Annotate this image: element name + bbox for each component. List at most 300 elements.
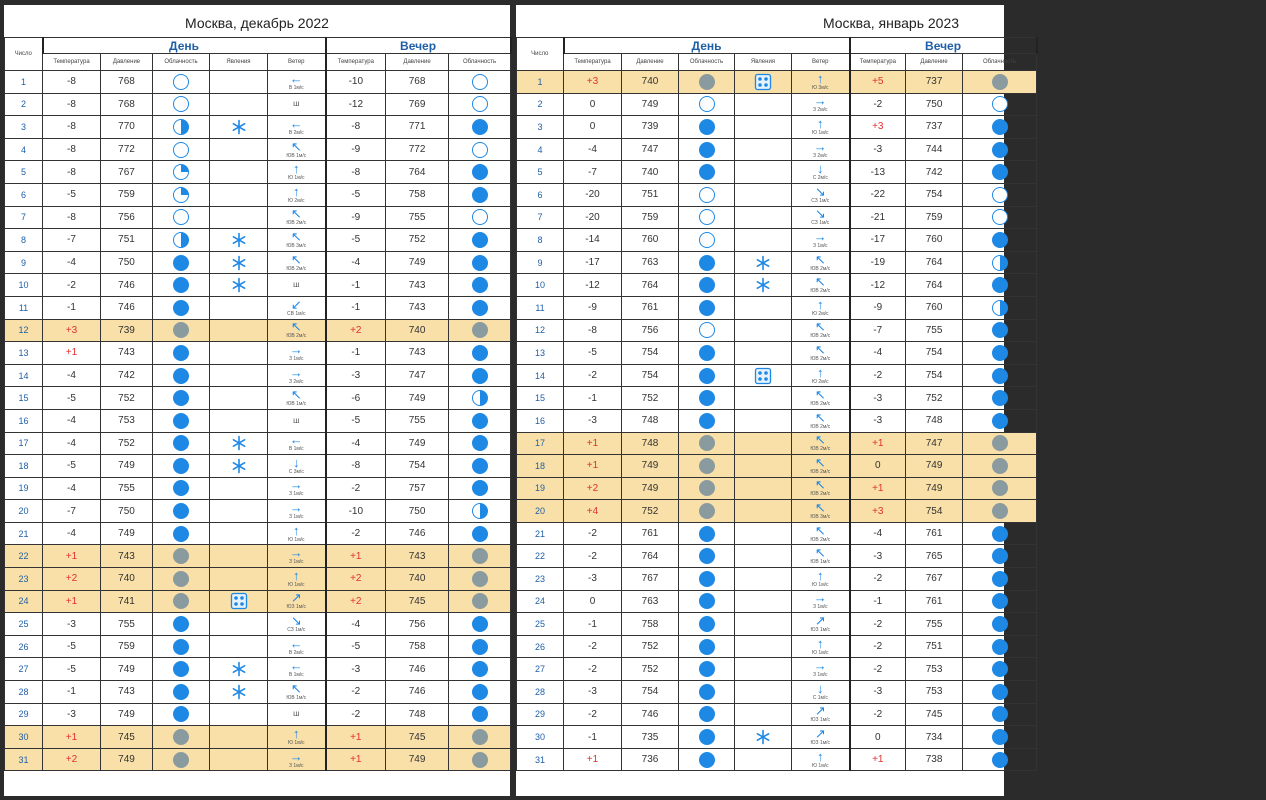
wind-indicator bbox=[813, 163, 828, 181]
evening-clouds bbox=[449, 477, 511, 500]
wind-indicator bbox=[813, 228, 828, 249]
table-row bbox=[5, 681, 511, 704]
day-pressure: 754 bbox=[622, 681, 679, 704]
day-pressure: 750 bbox=[101, 500, 153, 523]
wind-arrow-icon: ← bbox=[289, 115, 303, 131]
header-evening-clouds: Облачность bbox=[449, 54, 511, 71]
wind-label: ЮВ 1м/с bbox=[810, 559, 831, 566]
wind-label: С 1м/с bbox=[812, 694, 828, 701]
day-temperature: -8 bbox=[43, 116, 101, 139]
wind-arrow-icon: → bbox=[813, 228, 827, 244]
cloud-overcast-icon bbox=[699, 706, 715, 722]
day-phenomena bbox=[210, 703, 268, 726]
day-pressure: 752 bbox=[622, 387, 679, 410]
day-number: 11 bbox=[5, 296, 43, 319]
day-wind bbox=[792, 635, 850, 658]
evening-clouds bbox=[963, 251, 1037, 274]
wind-arrow-icon: ↑ bbox=[293, 522, 300, 538]
evening-clouds bbox=[449, 364, 511, 387]
day-clouds bbox=[679, 681, 735, 704]
day-number: 25 bbox=[5, 613, 43, 636]
wind-label: В 1м/с bbox=[288, 672, 304, 679]
evening-temperature: +1 bbox=[326, 545, 386, 568]
wind-indicator bbox=[810, 615, 830, 633]
evening-pressure: 746 bbox=[386, 522, 449, 545]
evening-clouds bbox=[963, 545, 1037, 568]
header-evening-temp: Температура bbox=[850, 54, 906, 71]
day-number: 12 bbox=[5, 319, 43, 342]
evening-pressure: 748 bbox=[906, 409, 963, 432]
evening-pressure: 737 bbox=[906, 71, 963, 94]
evening-temperature: -4 bbox=[850, 522, 906, 545]
wind-arrow-icon: ↑ bbox=[817, 635, 824, 651]
table-row bbox=[5, 432, 511, 455]
day-number: 30 bbox=[5, 726, 43, 749]
day-phenomena bbox=[735, 500, 792, 523]
wind-indicator bbox=[287, 296, 306, 317]
wind-label: ЮВ 1м/с bbox=[286, 152, 307, 159]
cloud-clear-icon bbox=[472, 142, 488, 158]
day-number: 11 bbox=[517, 296, 564, 319]
wind-label: В 2м/с bbox=[288, 129, 304, 136]
evening-pressure: 745 bbox=[386, 590, 449, 613]
wind-arrow-icon: ↑ bbox=[817, 748, 824, 764]
day-temperature: -4 bbox=[43, 522, 101, 545]
wind-indicator bbox=[288, 163, 305, 181]
evening-temperature: -17 bbox=[850, 229, 906, 252]
day-pressure: 752 bbox=[101, 432, 153, 455]
day-wind bbox=[268, 613, 326, 636]
day-number: 3 bbox=[5, 116, 43, 139]
day-phenomena bbox=[210, 364, 268, 387]
cloud-overcast-icon bbox=[992, 639, 1008, 655]
day-temperature: -14 bbox=[564, 229, 622, 252]
ice-pellets-icon bbox=[230, 592, 248, 610]
day-clouds bbox=[679, 387, 735, 410]
day-clouds bbox=[153, 138, 210, 161]
day-clouds bbox=[679, 364, 735, 387]
day-wind bbox=[268, 432, 326, 455]
header-evening-pressure: Давление bbox=[906, 54, 963, 71]
cloud-overcast-icon bbox=[173, 435, 189, 451]
cloud-overcast-icon bbox=[699, 255, 715, 271]
cloud-gray-icon bbox=[173, 729, 189, 745]
wind-arrow-icon: ↖ bbox=[290, 680, 302, 696]
day-pressure: 735 bbox=[622, 726, 679, 749]
wind-indicator bbox=[811, 296, 829, 317]
cloud-overcast-icon bbox=[699, 345, 715, 361]
cloud-overcast-icon bbox=[472, 277, 488, 293]
wind-calm bbox=[293, 99, 299, 109]
cloud-overcast-icon bbox=[472, 255, 488, 271]
header-day-pressure: Давление bbox=[622, 54, 679, 71]
day-pressure: 752 bbox=[622, 635, 679, 658]
evening-clouds bbox=[963, 364, 1037, 387]
cloud-clear-icon bbox=[699, 96, 715, 112]
cloud-overcast-icon bbox=[173, 616, 189, 632]
day-clouds bbox=[153, 183, 210, 206]
cloud-gray-icon bbox=[472, 571, 488, 587]
evening-clouds bbox=[449, 635, 511, 658]
evening-temperature: -1 bbox=[326, 296, 386, 319]
day-phenomena bbox=[210, 613, 268, 636]
day-wind bbox=[268, 71, 326, 94]
day-temperature: +1 bbox=[43, 342, 101, 365]
evening-temperature: -5 bbox=[326, 183, 386, 206]
wind-label: ЮЗ 1м/с bbox=[286, 604, 307, 611]
day-wind bbox=[792, 748, 850, 771]
day-pressure: 740 bbox=[622, 161, 679, 184]
day-phenomena bbox=[210, 296, 268, 319]
cloud-overcast-icon bbox=[699, 526, 715, 542]
table-row bbox=[5, 409, 511, 432]
cloud-overcast-icon bbox=[173, 639, 189, 655]
snow-icon bbox=[231, 435, 247, 451]
evening-temperature: -6 bbox=[326, 387, 386, 410]
wind-indicator bbox=[810, 705, 830, 723]
day-temperature: -4 bbox=[43, 477, 101, 500]
day-clouds bbox=[679, 183, 735, 206]
wind-arrow-icon: ↖ bbox=[814, 432, 826, 448]
day-clouds bbox=[153, 658, 210, 681]
day-pressure: 767 bbox=[101, 161, 153, 184]
day-number: 19 bbox=[517, 477, 564, 500]
day-pressure: 749 bbox=[101, 522, 153, 545]
evening-temperature: +1 bbox=[850, 477, 906, 500]
cloud-overcast-icon bbox=[992, 232, 1008, 248]
day-temperature: -5 bbox=[43, 658, 101, 681]
evening-clouds bbox=[963, 409, 1037, 432]
cloud-overcast-icon bbox=[699, 616, 715, 632]
wind-label: Ю 1м/с bbox=[287, 581, 305, 588]
day-number: 10 bbox=[517, 274, 564, 297]
day-wind bbox=[268, 138, 326, 161]
day-phenomena bbox=[735, 319, 792, 342]
day-wind bbox=[268, 748, 326, 771]
table-row bbox=[5, 748, 511, 771]
day-wind bbox=[792, 545, 850, 568]
evening-pressure: 768 bbox=[386, 71, 449, 94]
day-number: 8 bbox=[517, 229, 564, 252]
cloud-clear-icon bbox=[699, 209, 715, 225]
day-pressure: 761 bbox=[622, 522, 679, 545]
day-number: 22 bbox=[517, 545, 564, 568]
evening-temperature: +5 bbox=[850, 71, 906, 94]
day-wind bbox=[268, 296, 326, 319]
day-pressure: 756 bbox=[622, 319, 679, 342]
snow-icon bbox=[231, 255, 247, 271]
day-clouds bbox=[679, 93, 735, 116]
wind-indicator bbox=[289, 434, 304, 452]
day-wind bbox=[268, 93, 326, 116]
day-clouds bbox=[153, 206, 210, 229]
cloud-overcast-icon bbox=[699, 752, 715, 768]
day-wind bbox=[268, 183, 326, 206]
wind-label: Ю 1м/с bbox=[811, 649, 829, 656]
day-pressure: 743 bbox=[101, 545, 153, 568]
evening-clouds bbox=[963, 71, 1037, 94]
wind-arrow-icon: ↖ bbox=[290, 319, 302, 335]
evening-pressure: 753 bbox=[906, 658, 963, 681]
day-wind bbox=[792, 590, 850, 613]
day-clouds bbox=[153, 432, 210, 455]
day-wind bbox=[792, 477, 850, 500]
evening-clouds bbox=[449, 568, 511, 591]
wind-label: ЮВ 2м/с bbox=[810, 423, 831, 430]
cloud-overcast-icon bbox=[699, 661, 715, 677]
snow-icon bbox=[755, 277, 771, 293]
day-number: 31 bbox=[5, 748, 43, 771]
evening-temperature: -12 bbox=[326, 93, 386, 116]
day-clouds bbox=[679, 477, 735, 500]
cloud-clear-icon bbox=[472, 96, 488, 112]
cloud-overcast-icon bbox=[173, 526, 189, 542]
evening-temperature: 0 bbox=[850, 455, 906, 478]
day-phenomena bbox=[735, 726, 792, 749]
table-row bbox=[5, 522, 511, 545]
cloud-half-icon bbox=[992, 255, 1008, 271]
day-clouds bbox=[679, 635, 735, 658]
day-wind bbox=[792, 568, 850, 591]
header-date: Число bbox=[517, 38, 564, 71]
wind-label: СЗ 1м/с bbox=[287, 627, 306, 634]
day-pressure: 743 bbox=[101, 342, 153, 365]
table-row bbox=[517, 364, 1037, 387]
evening-pressure: 749 bbox=[386, 251, 449, 274]
cloud-gray-icon bbox=[472, 548, 488, 564]
wind-indicator bbox=[289, 502, 304, 520]
snow-icon bbox=[755, 729, 771, 745]
evening-clouds bbox=[963, 161, 1037, 184]
day-temperature: +1 bbox=[43, 590, 101, 613]
day-number: 16 bbox=[517, 409, 564, 432]
evening-clouds bbox=[449, 319, 511, 342]
evening-temperature: -3 bbox=[850, 138, 906, 161]
cloud-overcast-icon bbox=[699, 390, 715, 406]
day-number: 12 bbox=[517, 319, 564, 342]
day-temperature: -3 bbox=[43, 613, 101, 636]
day-phenomena bbox=[735, 387, 792, 410]
day-pressure: 747 bbox=[622, 138, 679, 161]
evening-temperature: +1 bbox=[850, 748, 906, 771]
evening-pressure: 760 bbox=[906, 229, 963, 252]
wind-indicator bbox=[810, 409, 831, 430]
day-clouds bbox=[679, 71, 735, 94]
day-pressure: 772 bbox=[101, 138, 153, 161]
wind-label: Ю 2м/с bbox=[811, 378, 829, 385]
day-clouds bbox=[153, 387, 210, 410]
day-number: 18 bbox=[5, 455, 43, 478]
day-wind bbox=[268, 229, 326, 252]
table-row bbox=[517, 116, 1037, 139]
evening-temperature: -21 bbox=[850, 206, 906, 229]
day-phenomena bbox=[735, 545, 792, 568]
evening-temperature: -22 bbox=[850, 183, 906, 206]
day-wind bbox=[268, 319, 326, 342]
evening-pressure: 758 bbox=[386, 183, 449, 206]
wind-indicator bbox=[813, 138, 828, 159]
wind-indicator bbox=[289, 479, 304, 497]
evening-pressure: 751 bbox=[906, 635, 963, 658]
cloud-overcast-icon bbox=[472, 706, 488, 722]
wind-arrow-icon: ↖ bbox=[814, 409, 826, 425]
cloud-overcast-icon bbox=[472, 232, 488, 248]
evening-clouds bbox=[449, 613, 511, 636]
evening-temperature: -7 bbox=[850, 319, 906, 342]
table-row bbox=[5, 387, 511, 410]
cloud-overcast-icon bbox=[699, 593, 715, 609]
cloud-overcast-icon bbox=[472, 526, 488, 542]
wind-label: ЮВ 2м/с bbox=[810, 536, 831, 543]
table-row bbox=[517, 613, 1037, 636]
day-pressure: 736 bbox=[622, 748, 679, 771]
day-pressure: 741 bbox=[101, 590, 153, 613]
day-temperature: -4 bbox=[43, 409, 101, 432]
wind-label: З 1м/с bbox=[289, 762, 304, 769]
day-temperature: -20 bbox=[564, 183, 622, 206]
day-number: 19 bbox=[5, 477, 43, 500]
day-wind bbox=[268, 206, 326, 229]
cloud-overcast-icon bbox=[472, 368, 488, 384]
day-pressure: 755 bbox=[101, 477, 153, 500]
wind-label: СЗ 1м/с bbox=[811, 197, 830, 204]
evening-clouds bbox=[963, 342, 1037, 365]
cloud-overcast-icon bbox=[173, 480, 189, 496]
cloud-clear-icon bbox=[173, 142, 189, 158]
day-pressure: 760 bbox=[622, 229, 679, 252]
day-temperature: -8 bbox=[43, 138, 101, 161]
day-pressure: 761 bbox=[622, 296, 679, 319]
day-clouds bbox=[679, 500, 735, 523]
wind-arrow-icon: ↑ bbox=[817, 567, 824, 583]
cloud-gray-icon bbox=[173, 571, 189, 587]
wind-arrow-icon: ↖ bbox=[814, 545, 826, 561]
day-temperature: -8 bbox=[564, 319, 622, 342]
day-phenomena bbox=[735, 183, 792, 206]
cloud-gray-icon bbox=[472, 322, 488, 338]
table-row bbox=[5, 568, 511, 591]
wind-label: СЗ 1м/с bbox=[811, 220, 830, 227]
header-date: Число bbox=[5, 38, 43, 71]
wind-indicator bbox=[288, 454, 304, 475]
table-row bbox=[5, 342, 511, 365]
table-row bbox=[5, 116, 511, 139]
cloud-gray-icon bbox=[992, 458, 1008, 474]
evening-clouds bbox=[963, 522, 1037, 545]
evening-clouds bbox=[449, 409, 511, 432]
table-row bbox=[517, 681, 1037, 704]
day-wind bbox=[792, 161, 850, 184]
evening-clouds bbox=[449, 545, 511, 568]
day-pressure: 763 bbox=[622, 590, 679, 613]
day-clouds bbox=[153, 703, 210, 726]
day-phenomena bbox=[210, 726, 268, 749]
day-clouds bbox=[679, 251, 735, 274]
day-temperature: -5 bbox=[43, 635, 101, 658]
day-clouds bbox=[153, 613, 210, 636]
wind-label: ш bbox=[293, 99, 300, 109]
day-phenomena bbox=[735, 681, 792, 704]
evening-pressure: 742 bbox=[906, 161, 963, 184]
evening-temperature: -4 bbox=[326, 432, 386, 455]
day-number: 21 bbox=[517, 522, 564, 545]
day-number: 28 bbox=[517, 681, 564, 704]
evening-pressure: 743 bbox=[386, 545, 449, 568]
evening-pressure: 740 bbox=[386, 568, 449, 591]
day-temperature: -1 bbox=[564, 613, 622, 636]
evening-clouds bbox=[449, 138, 511, 161]
evening-clouds bbox=[449, 206, 511, 229]
cloud-overcast-icon bbox=[472, 435, 488, 451]
evening-pressure: 754 bbox=[906, 342, 963, 365]
wind-label: ЮВ 2м/с bbox=[810, 288, 831, 295]
day-pressure: 748 bbox=[622, 432, 679, 455]
day-temperature: -1 bbox=[564, 387, 622, 410]
day-temperature: -4 bbox=[43, 251, 101, 274]
day-pressure: 739 bbox=[101, 319, 153, 342]
evening-clouds bbox=[449, 183, 511, 206]
evening-pressure: 771 bbox=[386, 116, 449, 139]
cloud-overcast-icon bbox=[699, 300, 715, 316]
evening-clouds bbox=[963, 635, 1037, 658]
wind-label: З 1м/с bbox=[813, 242, 828, 249]
day-number: 29 bbox=[517, 703, 564, 726]
wind-indicator bbox=[289, 364, 304, 385]
evening-pressure: 764 bbox=[906, 251, 963, 274]
cloud-overcast-icon bbox=[992, 390, 1008, 406]
evening-temperature: -8 bbox=[326, 455, 386, 478]
wind-indicator bbox=[288, 635, 304, 656]
cloud-clear-icon bbox=[173, 209, 189, 225]
snow-icon bbox=[755, 255, 771, 271]
cloud-overcast-icon bbox=[992, 593, 1008, 609]
day-pressure: 740 bbox=[101, 568, 153, 591]
cloud-overcast-icon bbox=[472, 300, 488, 316]
cloud-overcast-icon bbox=[472, 164, 488, 180]
day-pressure: 756 bbox=[101, 206, 153, 229]
day-phenomena bbox=[735, 568, 792, 591]
day-pressure: 763 bbox=[622, 251, 679, 274]
wind-calm bbox=[293, 416, 299, 426]
cloud-overcast-icon bbox=[699, 368, 715, 384]
day-phenomena bbox=[735, 93, 792, 116]
day-number: 14 bbox=[517, 364, 564, 387]
evening-pressure: 754 bbox=[906, 500, 963, 523]
evening-clouds bbox=[963, 477, 1037, 500]
evening-temperature: -2 bbox=[850, 364, 906, 387]
evening-temperature: -12 bbox=[850, 274, 906, 297]
evening-temperature: -19 bbox=[850, 251, 906, 274]
day-pressure: 749 bbox=[101, 658, 153, 681]
day-clouds bbox=[679, 296, 735, 319]
wind-label: ЮЗ 1м/с bbox=[810, 627, 831, 634]
day-number: 8 bbox=[5, 229, 43, 252]
wind-label: З 1м/с bbox=[813, 604, 828, 611]
evening-clouds bbox=[449, 161, 511, 184]
cloud-overcast-icon bbox=[992, 322, 1008, 338]
table-row bbox=[5, 635, 511, 658]
day-temperature: -9 bbox=[564, 296, 622, 319]
day-number: 26 bbox=[5, 635, 43, 658]
evening-clouds bbox=[963, 138, 1037, 161]
day-clouds bbox=[679, 703, 735, 726]
wind-arrow-icon: ↖ bbox=[814, 319, 826, 335]
day-wind bbox=[268, 522, 326, 545]
day-number: 21 bbox=[5, 522, 43, 545]
december-2022-panel bbox=[4, 5, 510, 796]
day-number: 6 bbox=[5, 183, 43, 206]
day-number: 22 bbox=[5, 545, 43, 568]
